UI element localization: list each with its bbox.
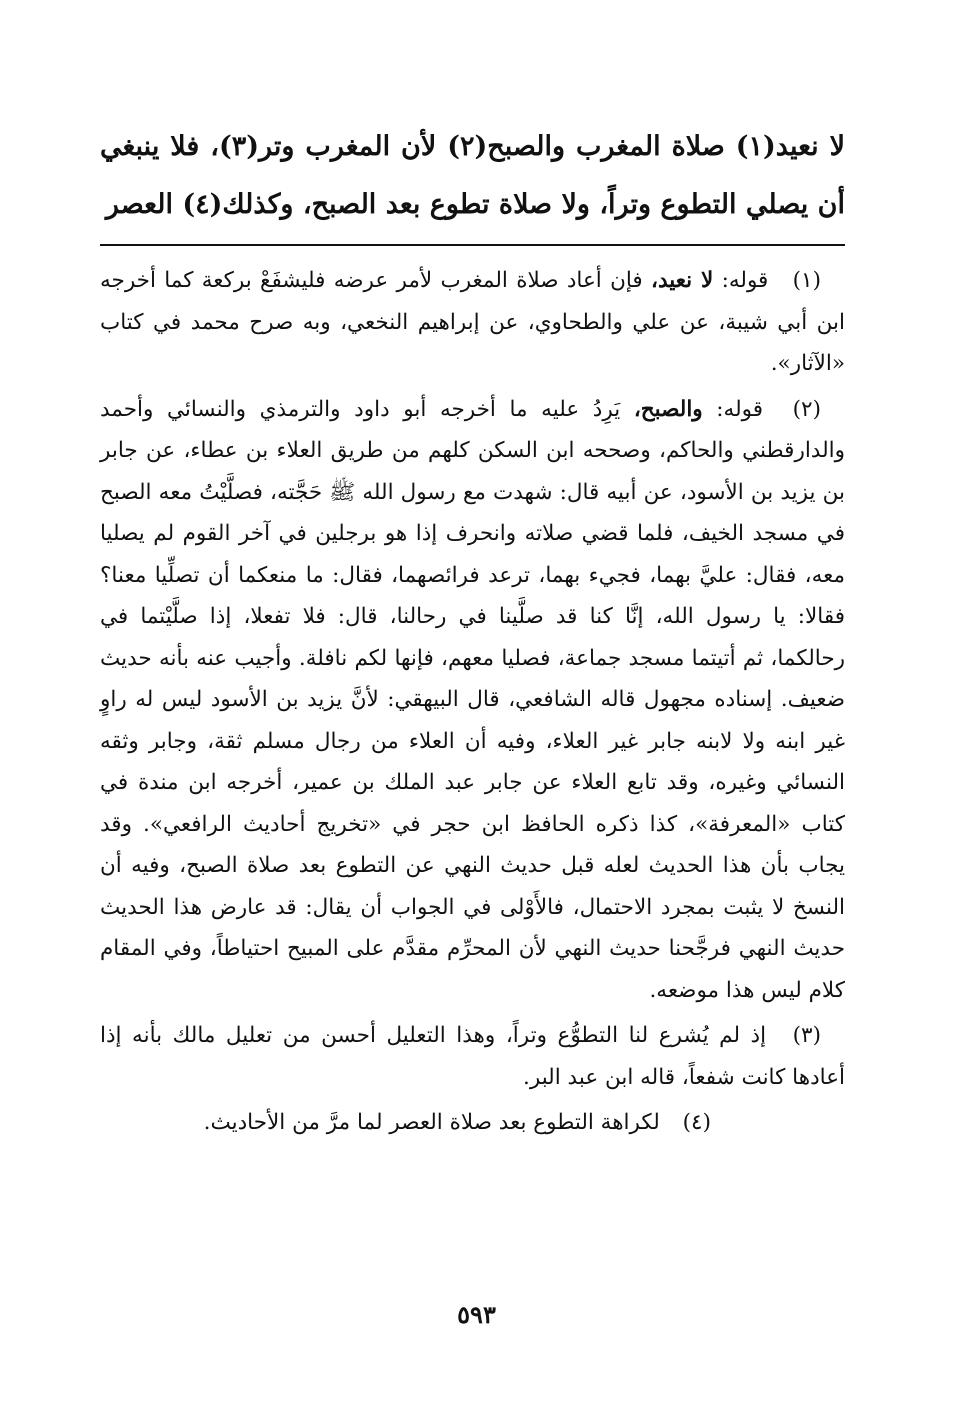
footnote-text: لكراهة التطوع بعد صلاة العصر لما مرَّ من الأحاديث. — [203, 1110, 660, 1135]
footnote-3 — [100, 1015, 845, 1098]
footnote-text: إذ لم يُشرع لنا التطوُّع وتراً، وهذا التعليل أحسن من تعليل مالك بأنه إذا أعادها كانت شفعاً، قاله ابن عبد البر. — [100, 1023, 845, 1090]
footnote-lead: قوله: — [721, 268, 769, 293]
footnote-2 — [100, 389, 845, 1012]
main-paragraph: لا نعيد(١) صلاة المغرب والصبح(٢) لأن المغرب وتر(٣)، فلا ينبغي أن يصلي التطوع وتراً، ولا صلاة تطوع بعد الصبح، وكذلك(٤) العصر — [100, 131, 845, 220]
footnote-text: فإن أعاد صلاة المغرب لأمر عرضه فليشفَعْ بركعة كما أخرجه ابن أبي شيبة، عن علي والطحاوي، عن إبراهيم النخعي، وبه صرح محمد في كتاب «الآثار». — [100, 268, 845, 376]
page-content — [100, 118, 845, 1148]
footnote-keyword: لا نعيد، — [651, 268, 714, 293]
footnote-number: (١) — [792, 268, 821, 293]
footnote-number: (٣) — [792, 1023, 821, 1048]
footnote-separator — [100, 244, 845, 246]
footnote-lead: قوله: — [716, 396, 764, 422]
footnote-1 — [100, 260, 845, 385]
main-text — [100, 118, 845, 234]
page-number: ٥٩٣ — [457, 1300, 496, 1329]
footnote-number: (٤) — [682, 1110, 711, 1135]
footnote-keyword: والصبح، — [633, 396, 703, 422]
footnote-text: يَرِدُ عليه ما أخرجه أبو داود والترمذي والنسائي وأحمد والدارقطني والحاكم، وصححه ابن السكن كلهم من طريق العلاء بن عطاء، عن جابر بن يزيد بن الأسود، عن أبيه قال: شهدت مع رسول الله ﷺ حَجَّته، فصلَّيْتُ معه الصبح في مسجد الخيف، فلما قضي صلاته وانحرف إذا هو برجلين في آخر القوم لم يصليا معه، فقال: عليَّ بهما، فجيء بهما، ترعد فرائصهما، فقال: ما منعكما أن تصلِّيا معنا؟ فقالا: يا رسول الله، إنَّا كنا قد صلَّينا في رحالنا، قال: فلا تفعلا، إذا صلَّيْتما في رحالكما، ثم أتيتما مسجد جماعة، فصليا معهم، فإنها لكم نافلة. وأجيب عنه بأنه حديث ضعيف. إسناده مجهول قاله الشافعي، قال البيهقي: لأنَّ يزيد بن الأسود ليس له راوٍ غير ابنه ولا لابنه جابر غير العلاء، وفيه أن العلاء من رجال مسلم ثقة، وجابر وثقه النسائي وغيره، وقد تابع العلاء عن جابر عبد الملك بن عمير، أخرجه ابن مندة في كتاب «المعرفة»، كذا ذكره الحافظ ابن حجر في «تخريج أحاديث الرافعي». وقد يجاب بأن هذا الحديث لعله قبل حديث النهي عن التطوع بعد صلاة الصبح، وفيه أن النسخ لا يثبت بمجرد الاحتمال، فالأَوْلى في الجواب أن يقال: قد عارض هذا الحديث حديث النهي فرجَّحنا حديث النهي لأن المحرِّم مقدَّم على المبيح احتياطاً، وفي المقام كلام ليس هذا موضعه. — [100, 396, 845, 1003]
footnote-number: (٢) — [792, 396, 821, 422]
footnote-4 — [100, 1102, 845, 1144]
